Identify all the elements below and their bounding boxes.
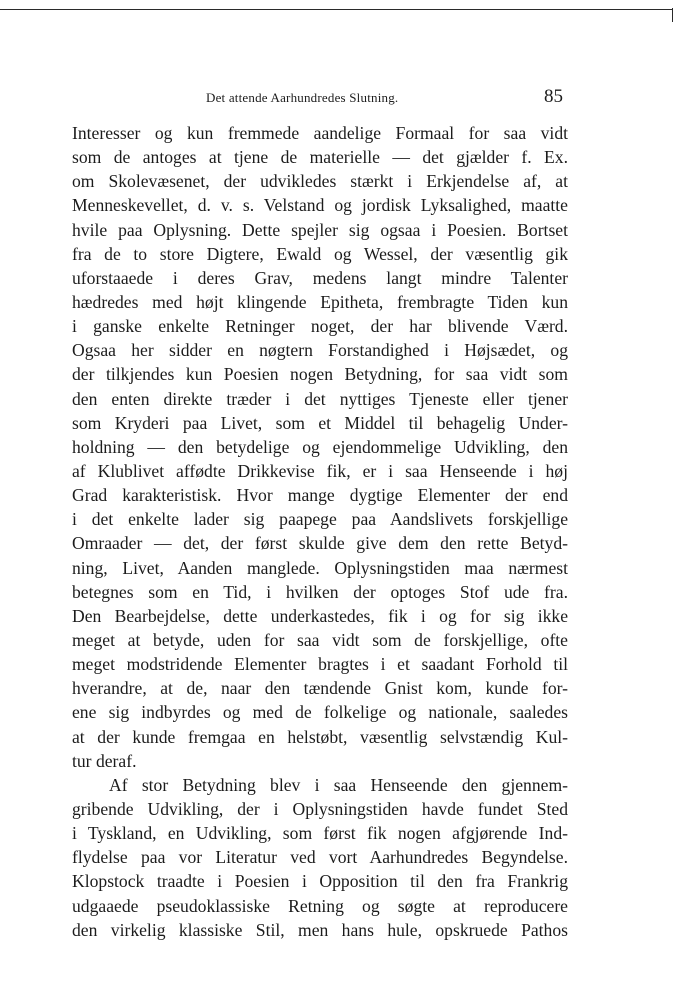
text-line: ning, Livet, Aanden manglede. Oplysningstiden maa nærmest [72,557,568,578]
text-line: uforstaaede i deres Grav, medens langt mindre Talenter [72,267,568,288]
text-line: i ganske enkelte Retninger noget, der har blivende Værd. [72,316,568,337]
text-line: som de antoges at tjene de materielle — det gjælder f. Ex. [72,147,568,168]
text-line: Menneskevellet, d. v. s. Velstand og jordisk Lyksalighed, maatte [72,195,568,216]
text-line: Grad karakteristisk. Hvor mange dygtige Elementer der end [72,485,568,506]
top-border-tick [672,8,673,22]
text-line: meget at betyde, uden for saa vidt som de forskjellige, ofte [72,629,568,650]
text-line: af Klublivet affødte Drikkevise fik, er i saa Henseende i høj [72,460,568,481]
text-line: at der kunde fremgaa en helstøbt, væsentlig selvstændig Kul- [72,726,568,747]
text-line: i det enkelte lader sig paapege paa Aandslivets forskjellige [72,509,568,530]
text-line: der tilkjendes kun Poesien nogen Betydning, for saa vidt som [72,364,568,385]
text-line: betegnes som en Tid, i hvilken der optoges Stof ude fra. [72,581,568,602]
text-line: holdning — den betydelige og ejendommelige Udvikling, den [72,436,568,457]
text-line: den virkelig klassiske Stil, men hans hule, opskruede Pathos [72,919,568,940]
text-line: gribende Udvikling, der i Oplysningstiden havde fundet Sted [72,798,568,819]
text-line: flydelse paa vor Literatur ved vort Aarhundredes Begyndelse. [72,847,568,868]
text-line: meget modstridende Elementer bragtes i et saadant Forhold til [72,654,568,675]
text-line: ene sig indbyrdes og med de folkelige og nationale, saaledes [72,702,568,723]
text-line: Omraader — det, der først skulde give dem den rette Betyd- [72,533,568,554]
text-line: om Skolevæsenet, der udvikledes stærkt i Erkjendelse af, at [72,171,568,192]
paragraph-last-line: tur deraf. [72,750,137,771]
text-line: Klopstock traadte i Poesien i Opposition til den fra Frankrig [72,871,568,892]
text-line: fra de to store Digtere, Ewald og Wessel, der væsentlig gik [72,243,568,264]
text-line: i Tyskland, en Udvikling, som først fik nogen afgjørende Ind- [72,823,568,844]
text-line: Ogsaa her sidder en nøgtern Forstandighed i Højsædet, og [72,340,568,361]
text-line: den enten direkte træder i det nyttiges Tjeneste eller tjener [72,388,568,409]
page-number: 85 [544,86,563,107]
text-line: Interesser og kun fremmede aandelige Formaal for saa vidt [72,123,568,143]
text-line: udgaaede pseudoklassiske Retning og søgte at reproducere [72,895,568,916]
top-border-rule [0,9,672,10]
running-title: Det attende Aarhundredes Slutning. [206,90,399,105]
text-line: Den Bearbejdelse, dette underkastedes, fik i og for sig ikke [72,605,568,626]
page-header [70,86,570,110]
text-line: hvile paa Oplysning. Dette spejler sig ogsaa i Poesien. Bortset [72,219,568,240]
body-text [72,121,568,942]
text-line: hverandre, at de, naar den tændende Gnist kom, kunde for- [72,678,568,699]
text-line: hædredes med højt klingende Epitheta, frembragte Tiden kun [72,291,568,312]
paragraph-first-line: Af stor Betydning blev i saa Henseende den gjennem- [109,774,568,795]
text-line: som Kryderi paa Livet, som et Middel til behagelig Under- [72,412,568,433]
